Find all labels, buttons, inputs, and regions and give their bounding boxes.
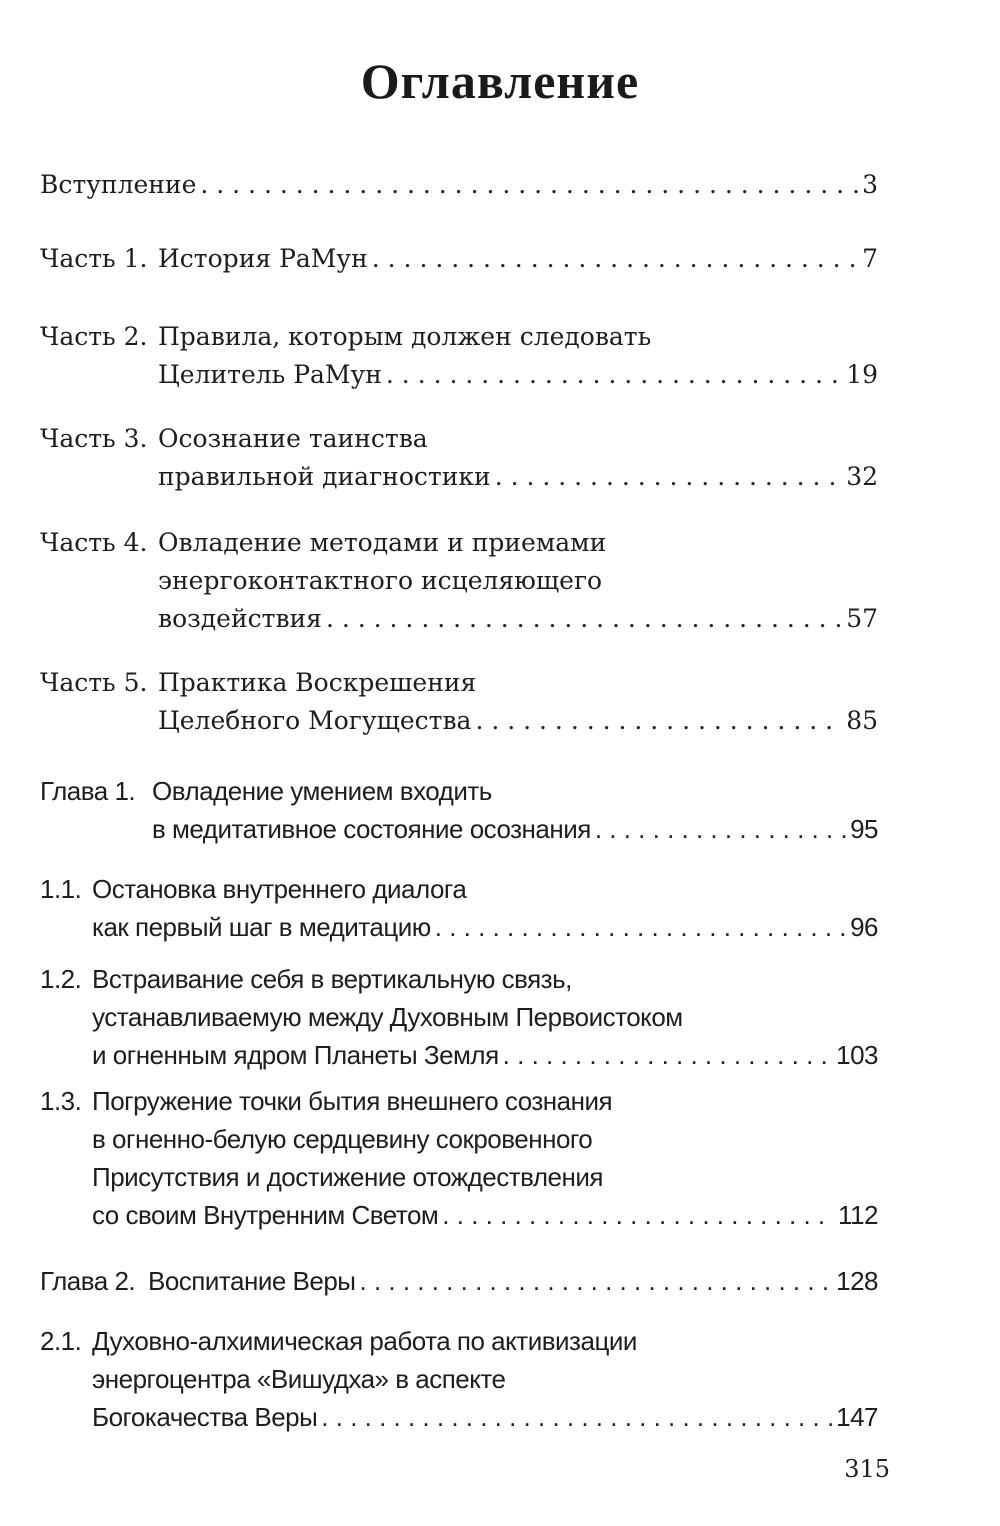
toc-entry-title: Овладение методами и приемами	[158, 528, 607, 557]
toc-entry[interactable]	[40, 524, 878, 638]
toc-entry-number: Часть 2.	[40, 322, 148, 351]
toc-entry-title: воздействия	[158, 604, 322, 633]
toc-entry-title: Практика Воскрешения	[158, 668, 477, 697]
toc-entry-title: Воспитание Веры	[148, 1266, 356, 1296]
toc-entry[interactable]	[40, 1082, 878, 1234]
toc-entry-line	[40, 1262, 878, 1300]
toc-entry-line	[40, 1120, 878, 1158]
toc-entry[interactable]	[40, 664, 878, 740]
dot-leader	[321, 1398, 832, 1436]
dot-leader	[360, 1262, 833, 1300]
toc-entry-number: Часть 5.	[40, 668, 148, 697]
toc-entry-page: 19	[846, 360, 878, 389]
toc-entry-title: Осознание таинства	[158, 424, 428, 453]
toc-entry-line	[40, 810, 878, 848]
toc-entry-line	[40, 1036, 878, 1074]
toc-entry-page: 96	[850, 912, 878, 942]
toc-entry-line	[40, 870, 878, 908]
toc-entry-page: 95	[850, 814, 878, 844]
toc-entry-line	[40, 1398, 878, 1436]
toc-entry-number: Глава 1.	[40, 776, 136, 806]
toc-entry-title: Богокачества Веры	[92, 1402, 318, 1432]
toc-entry-title: в медитативное состояние осознания	[152, 814, 591, 844]
toc-entry-title: Погружение точки бытия внешнего сознания	[92, 1086, 613, 1116]
toc-entry-line	[40, 166, 878, 204]
toc-entry-number: Часть 3.	[40, 424, 148, 453]
toc-entry[interactable]	[40, 870, 878, 946]
page-number: 315	[844, 1455, 890, 1483]
toc-entry-number: 1.1.	[40, 874, 82, 904]
toc-entry-title: Присутствия и достижение отождествления	[92, 1162, 603, 1192]
toc-entry-title: как первый шаг в медитацию	[92, 912, 431, 942]
toc-entry-line	[40, 998, 878, 1036]
toc-entry-line	[40, 356, 878, 394]
toc-entry-line	[40, 1158, 878, 1196]
toc-entry-line	[40, 524, 878, 562]
toc-entry-line	[40, 458, 878, 496]
dot-leader	[475, 702, 842, 740]
toc-entry[interactable]	[40, 318, 878, 394]
toc-entry[interactable]	[40, 960, 878, 1074]
toc-entry-title: Встраивание себя в вертикальную связь,	[92, 964, 572, 994]
toc-entry-title: Остановка внутреннего диалога	[92, 874, 467, 904]
toc-entry-line	[40, 318, 878, 356]
toc-entry-page: 7	[862, 244, 878, 273]
toc-entry-page: 112	[838, 1200, 878, 1230]
toc-entry-title: История РаМун	[158, 244, 368, 273]
toc-entry-title: в огненно-белую сердцевину сокровенного	[92, 1124, 593, 1154]
toc-entry-number: 2.1.	[40, 1326, 82, 1356]
toc-entry-title: Духовно-алхимическая работа по активизации	[92, 1326, 637, 1356]
toc-entry[interactable]	[40, 1322, 878, 1436]
page-title: Оглавление	[360, 53, 640, 109]
toc-entry[interactable]	[40, 420, 878, 496]
toc-entry-line	[40, 600, 878, 638]
dot-leader	[495, 458, 843, 496]
toc-entry[interactable]	[40, 1262, 878, 1300]
toc-entry-title: Овладение умением входить	[152, 776, 492, 806]
toc-entry-line	[40, 908, 878, 946]
dot-leader	[442, 1196, 834, 1234]
toc-entry-line	[40, 1360, 878, 1398]
dot-leader	[503, 1036, 832, 1074]
toc-entry-title: устанавливаемую между Духовным Первоистоком	[92, 1002, 683, 1032]
toc-entry-page: 103	[836, 1040, 878, 1070]
toc-entry-title: энергоцентра «Вишудха» в аспекте	[92, 1364, 506, 1394]
toc-entry-title: правильной диагностики	[158, 462, 491, 491]
toc-entry-line	[40, 562, 878, 600]
toc-entry-page: 85	[846, 706, 878, 735]
toc-entry-page: 128	[836, 1266, 878, 1296]
toc-entry-line	[40, 772, 878, 810]
toc-entry-line	[40, 1196, 878, 1234]
toc-entry-line	[40, 1082, 878, 1120]
dot-leader	[386, 356, 842, 394]
toc-entry-title: и огненным ядром Планеты Земля	[92, 1040, 499, 1070]
toc-entry[interactable]	[40, 166, 878, 204]
dot-leader	[372, 240, 858, 278]
toc-entry-page: 147	[836, 1402, 878, 1432]
toc-entry-line	[40, 240, 878, 278]
toc-entry-line	[40, 960, 878, 998]
toc-entry-line	[40, 702, 878, 740]
toc-entry-page: 3	[862, 170, 878, 199]
dot-leader	[326, 600, 842, 638]
toc-entry[interactable]	[40, 772, 878, 848]
toc-entry-number: Часть 1.	[40, 244, 148, 273]
toc-entry-title: Целебного Могущества	[158, 706, 472, 735]
toc-entry-number: Глава 2.	[40, 1266, 136, 1296]
toc-entry-page: 32	[846, 462, 878, 491]
toc-entry-title: Целитель РаМун	[158, 360, 382, 389]
toc-entry-title: энергоконтактного исцеляющего	[158, 566, 603, 595]
dot-leader	[595, 810, 846, 848]
toc-entry-title: со своим Внутренним Светом	[92, 1200, 439, 1230]
toc-entry-number: Часть 4.	[40, 528, 148, 557]
toc-entry-number: 1.2.	[40, 964, 82, 994]
toc-entry-page: 57	[846, 604, 878, 633]
toc-entry-title: Правила, которым должен следовать	[158, 322, 652, 351]
toc-entry-title: Вступление	[40, 170, 197, 199]
dot-leader	[435, 908, 846, 946]
toc-entry-line	[40, 664, 878, 702]
dot-leader	[200, 166, 858, 204]
toc-entry-line	[40, 1322, 878, 1360]
toc-entry-number: 1.3.	[40, 1086, 82, 1116]
toc-entry-line	[40, 420, 878, 458]
toc-entry[interactable]	[40, 240, 878, 278]
